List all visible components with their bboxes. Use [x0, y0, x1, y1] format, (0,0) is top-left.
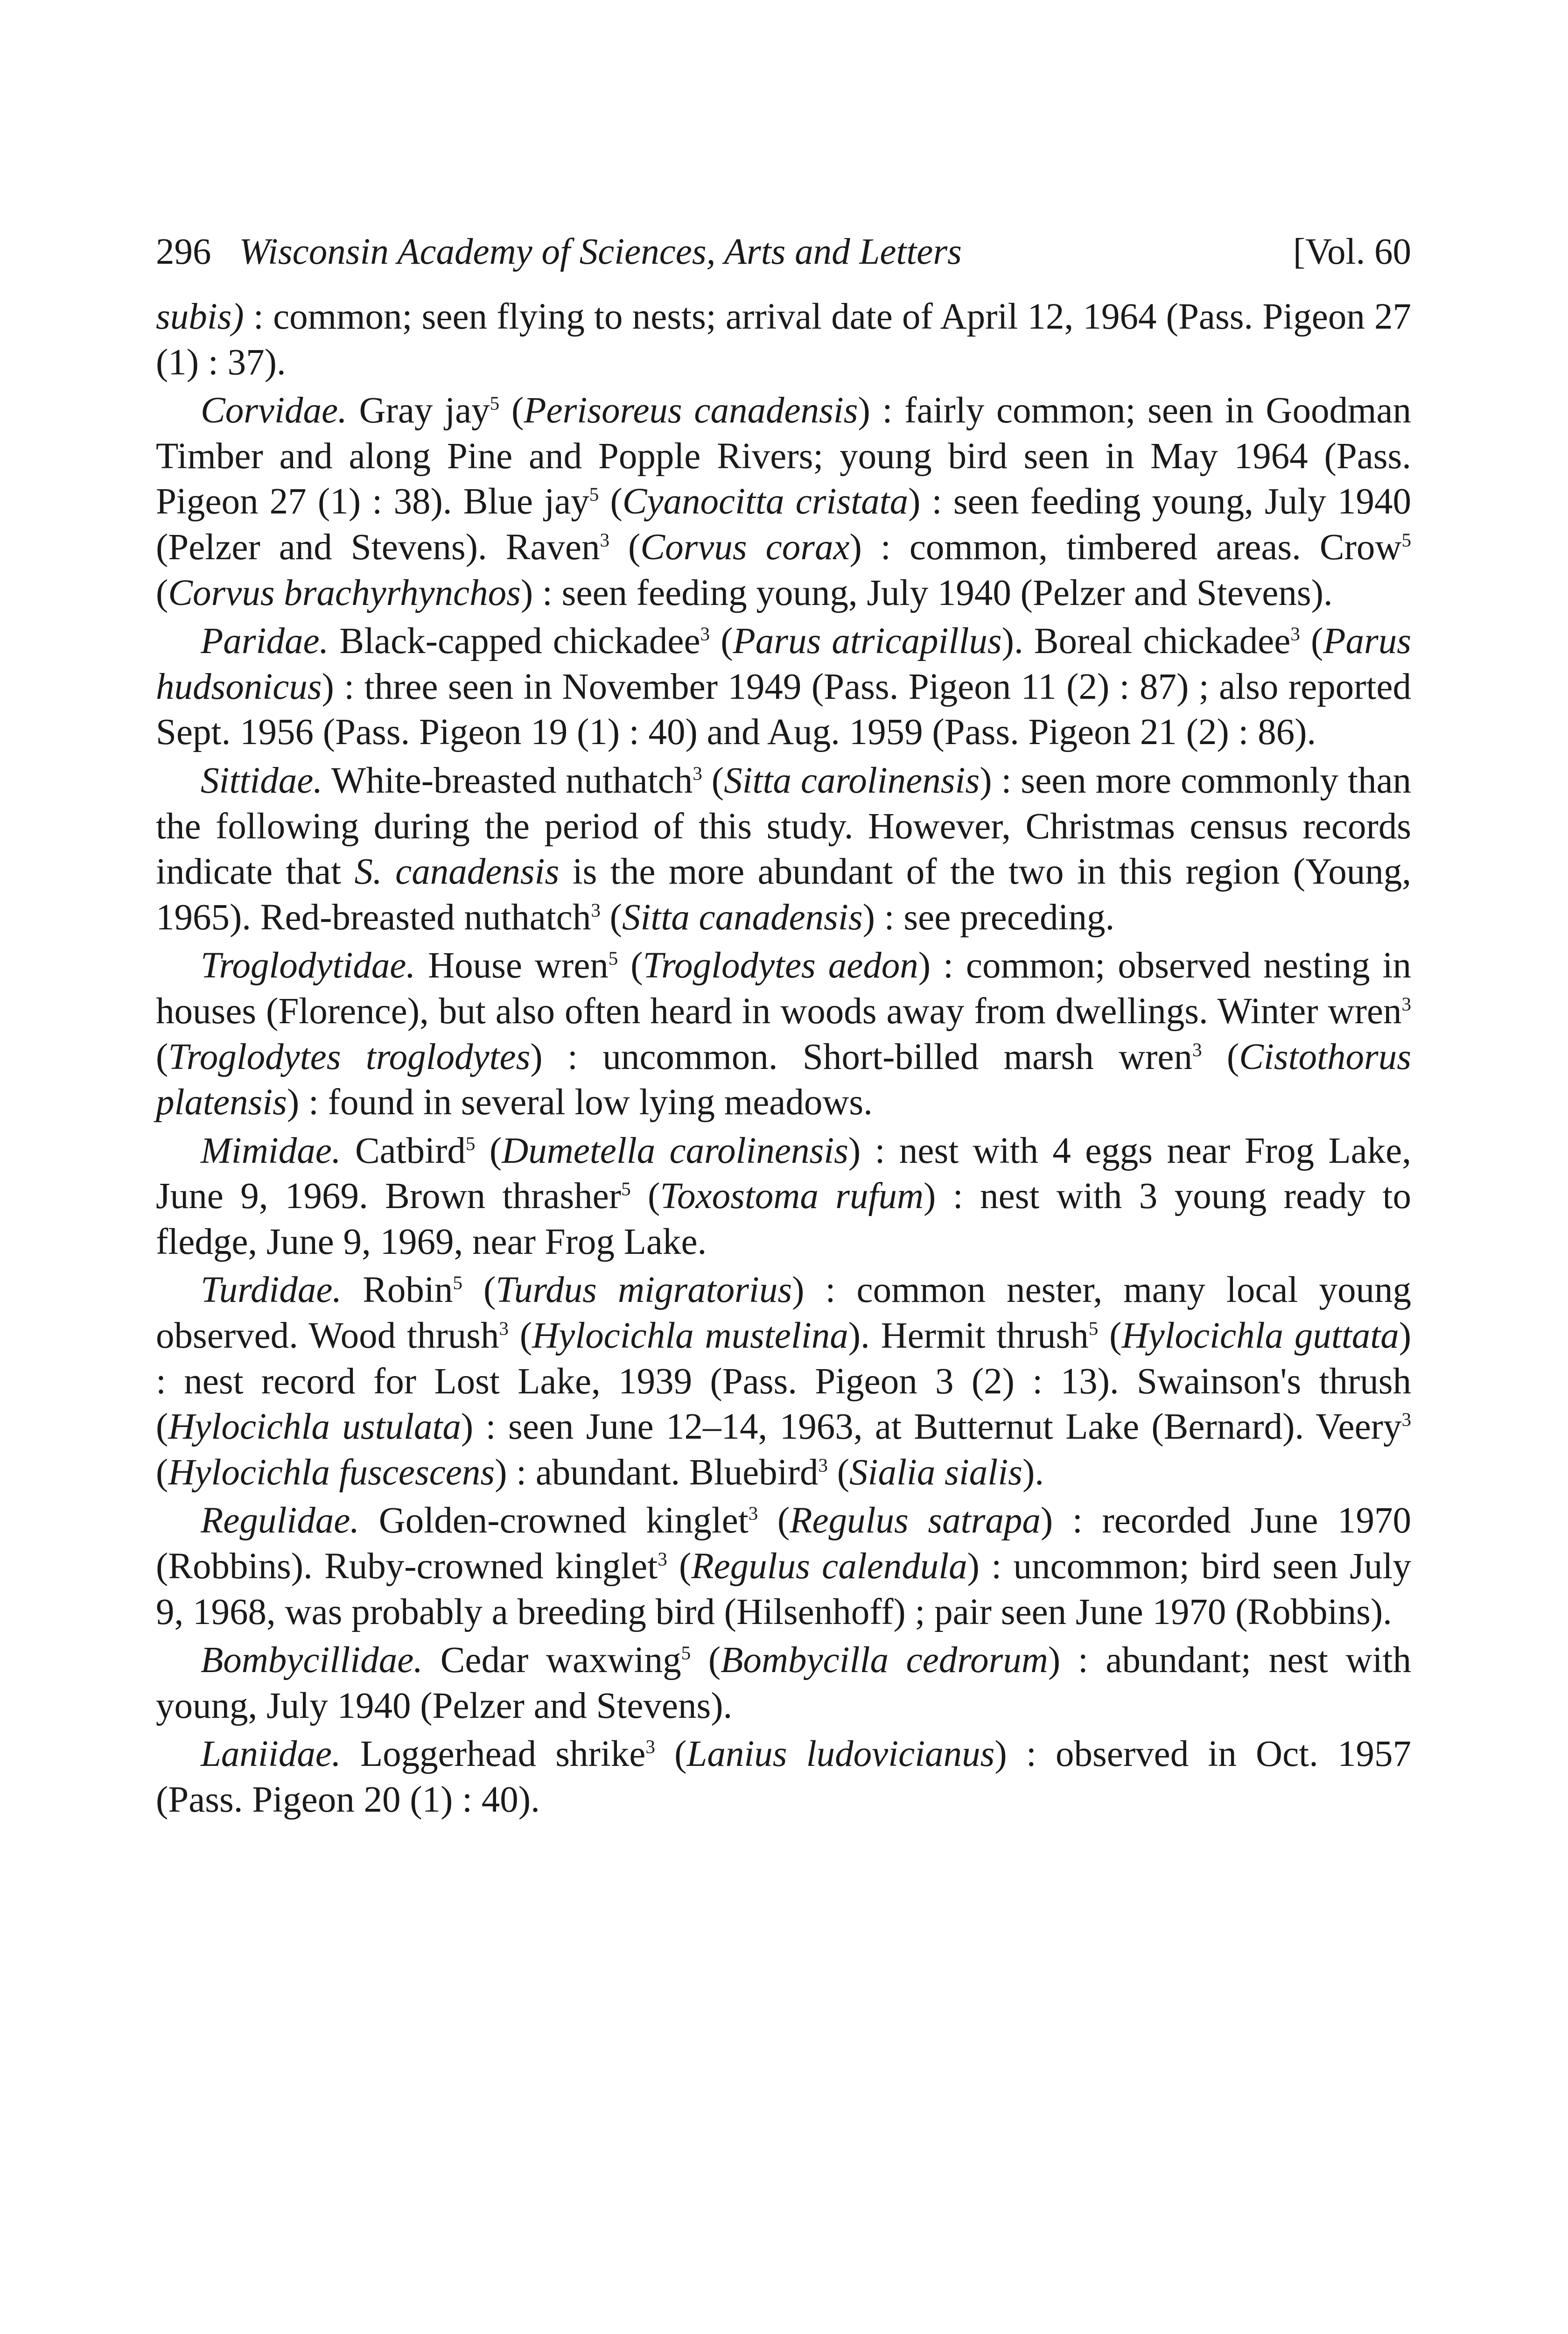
text-run: Gray jay [347, 390, 490, 431]
paragraph-continued-subis [156, 294, 1411, 385]
paragraph-sittidae [156, 758, 1411, 940]
text-run: ) : see preceding. [862, 897, 1115, 938]
text-run: ( [609, 527, 641, 568]
text-run: Catbird [341, 1130, 466, 1171]
paragraph-corvidae [156, 388, 1411, 616]
text-run: ) : seen more commonly than the following during the period of this study. However, Christmas census records indicate that [156, 760, 1412, 893]
text-run: : common; seen flying to nests; arrival date of April 12, 1964 (Pass. Pigeon 27 (1) : 37). [156, 296, 1411, 383]
italic-run: S. canadensis [354, 851, 560, 893]
text-run: ) : recorded June 1970 (Robbins). Ruby-crowned kinglet [156, 1500, 1411, 1587]
italic-run: Bombycillidae. [201, 1640, 423, 1681]
italic-run: Sitta carolinensis [724, 760, 980, 801]
text-run: ( [156, 1452, 168, 1493]
italic-run: Hylocichla guttata [1121, 1315, 1399, 1357]
text-run: Golden-crowned kinglet [359, 1500, 749, 1541]
text-run: White-breasted nuthatch [322, 760, 693, 801]
text-run: ) : observed in Oct. 1957 (Pass. Pigeon 20 (1) : 40). [156, 1734, 1412, 1820]
paragraph-laniidae [156, 1731, 1411, 1822]
text-run: ( [475, 1130, 502, 1171]
italic-run: Mimidae. [201, 1130, 341, 1171]
italic-run: Turdidae. [201, 1270, 342, 1311]
body-text [156, 294, 1411, 1823]
text-run: ) : uncommon. Short-billed marsh wren [530, 1036, 1192, 1077]
page [156, 229, 1411, 1823]
italic-run: Parus hudsonicus [156, 621, 1411, 707]
text-run: ) : seen feeding young, July 1940 (Pelzer and Stevens). Raven [156, 481, 1411, 568]
paragraph-bombycillidae [156, 1638, 1411, 1729]
footnote-marker: 3 [591, 899, 601, 921]
text-run: ) : abundant; nest with young, July 1940 (Pelzer and Stevens). [156, 1640, 1411, 1726]
italic-run: Turdus migratorius [496, 1270, 792, 1311]
text-run: ) : uncommon; bird seen July 9, 1968, was probably a breeding bird (Hilsenhoff) ; pair seen June 1970 (Robbins). [156, 1546, 1411, 1632]
italic-run: Regulus calendula [691, 1546, 967, 1587]
italic-run: Regulidae. [201, 1500, 360, 1541]
paragraph-mimidae [156, 1128, 1411, 1265]
text-run: ) : abundant. Bluebird [495, 1452, 819, 1493]
footnote-marker: 5 [490, 392, 500, 414]
footnote-marker: 3 [658, 1548, 667, 1570]
footnote-marker: 5 [621, 1178, 631, 1200]
footnote-marker: 3 [1192, 1039, 1202, 1061]
italic-run: Corvus brachyrhynchos [168, 572, 521, 613]
text-run: ) : three seen in November 1949 (Pass. Pigeon 11 (2) : 87) ; also reported Sept. 1956 (Pass. Pigeon 19 (1) : 40) and Aug. 1959 (Pass. Pigeon 21 (2) : 86). [156, 666, 1411, 753]
footnote-marker: 5 [1401, 529, 1412, 551]
text-run: ) : common, timbered areas. Crow [849, 527, 1402, 568]
paragraph-troglodytidae [156, 943, 1411, 1125]
italic-run: Troglodytes troglodytes [168, 1036, 531, 1077]
text-run: ) : common nester, many local young observed. Wood thrush [156, 1270, 1411, 1357]
paragraph-paridae [156, 619, 1411, 755]
text-run: ( [508, 1315, 532, 1357]
italic-run: Lanius ludovicianus [686, 1734, 995, 1775]
footnote-marker: 3 [748, 1503, 758, 1525]
text-run: ) : nest record for Lost Lake, 1939 (Pass. Pigeon 3 (2) : 13). Swainson's thrush ( [156, 1315, 1412, 1448]
italic-run: Toxostoma rufum [660, 1176, 924, 1217]
footnote-marker: 5 [589, 484, 599, 506]
text-run: ( [1300, 621, 1323, 662]
text-run: ). [1022, 1452, 1044, 1493]
italic-run: Hylocichla fuscescens [168, 1452, 495, 1493]
footnote-marker: 3 [693, 762, 702, 784]
italic-run: Hylocichla mustelina [532, 1315, 848, 1357]
italic-run: Bombycilla cedrorum [721, 1640, 1048, 1681]
text-run: House wren [415, 945, 609, 986]
italic-run: Troglodytes aedon [643, 945, 918, 986]
paragraph-regulidae [156, 1498, 1411, 1635]
paragraph-turdidae [156, 1267, 1411, 1495]
volume-label: [Vol. 60 [1293, 232, 1411, 272]
footnote-marker: 3 [1401, 993, 1411, 1015]
footnote-marker: 3 [700, 623, 710, 645]
italic-run: Hylocichla ustulata [168, 1406, 461, 1448]
text-run: ) : found in several low lying meadows. [287, 1082, 873, 1123]
text-run: ( [630, 1176, 660, 1217]
italic-run: subis) [156, 296, 244, 337]
footnote-marker: 5 [681, 1642, 691, 1664]
italic-run: Corvidae. [201, 390, 347, 431]
text-run: ) : fairly common; seen in Goodman Timber and along Pine and Popple Rivers; young bird seen in May 1964 (Pass. Pigeon 27 (1) : 38). Blue jay [156, 390, 1411, 522]
italic-run: Sialia sialis [849, 1452, 1022, 1493]
footnote-marker: 3 [499, 1317, 509, 1339]
italic-run: Troglodytidae. [201, 945, 416, 986]
footnote-marker: 5 [608, 947, 618, 969]
text-run: ( [499, 390, 524, 431]
text-run: ) : nest with 4 eggs near Frog Lake, June 9, 1969. Brown thrasher [156, 1130, 1411, 1217]
text-run: ( [827, 1452, 849, 1493]
italic-run: Laniidae. [201, 1734, 341, 1775]
footnote-marker: 3 [600, 529, 610, 551]
footnote-marker: 3 [1290, 623, 1300, 645]
text-run: ) : nest with 3 young ready to fledge, June 9, 1969, near Frog Lake. [156, 1176, 1411, 1262]
text-run: ( [667, 1546, 692, 1587]
text-run: ). Hermit thrush [848, 1315, 1089, 1357]
page-number: 296 [156, 232, 211, 272]
text-run: ( [691, 1640, 721, 1681]
text-run: ) : seen feeding young, July 1940 (Pelzer and Stevens). [520, 572, 1333, 613]
italic-run: Sitta canadensis [622, 897, 863, 938]
text-run: ( [618, 945, 643, 986]
footnote-marker: 3 [645, 1736, 655, 1758]
text-run: ). Boreal chickadee [1001, 621, 1291, 662]
text-run: ) : common; observed nesting in houses (Florence), but also often heard in woods away from dwellings. Winter wren [156, 945, 1411, 1032]
text-run: ( [1202, 1036, 1239, 1077]
italic-run: Sittidae. [201, 760, 323, 801]
italic-run: Perisoreus canadensis [524, 390, 858, 431]
text-run: ( [758, 1500, 790, 1541]
running-header [156, 229, 1411, 275]
text-run: Robin [342, 1270, 453, 1311]
text-run: ( [710, 621, 733, 662]
text-run: Cedar waxwing [423, 1640, 681, 1681]
journal-title: Wisconsin Academy of Sciences, Arts and Letters [239, 232, 962, 272]
text-run: is the more abundant of the two in this region (Young, 1965). Red-breasted nuthatch [156, 851, 1411, 938]
text-run: ( [600, 897, 622, 938]
footnote-marker: 3 [1401, 1408, 1411, 1430]
italic-run: Paridae. [201, 621, 329, 662]
text-run: ( [655, 1734, 687, 1775]
text-run: ( [1098, 1315, 1122, 1357]
footnote-marker: 5 [453, 1272, 462, 1294]
italic-run: Parus atricapillus [733, 621, 1002, 662]
italic-run: Cistothorus platensis [156, 1036, 1411, 1123]
italic-run: Dumetella carolinensis [502, 1130, 848, 1171]
text-run: ( [599, 481, 623, 522]
text-run: ( [156, 572, 168, 613]
text-run: Loggerhead shrike [341, 1734, 646, 1775]
text-run: ( [702, 760, 724, 801]
footnote-marker: 3 [818, 1454, 828, 1476]
footnote-marker: 5 [1088, 1317, 1099, 1339]
text-run: ( [462, 1270, 496, 1311]
text-run: Black-capped chickadee [329, 621, 700, 662]
italic-run: Corvus corax [640, 527, 850, 568]
italic-run: Regulus satrapa [790, 1500, 1041, 1541]
italic-run: Cyanocitta cristata [622, 481, 909, 522]
text-run: ) : seen June 12–14, 1963, at Butternut Lake (Bernard). Veery [461, 1406, 1402, 1448]
text-run: ( [156, 1036, 168, 1077]
footnote-marker: 5 [465, 1132, 476, 1154]
